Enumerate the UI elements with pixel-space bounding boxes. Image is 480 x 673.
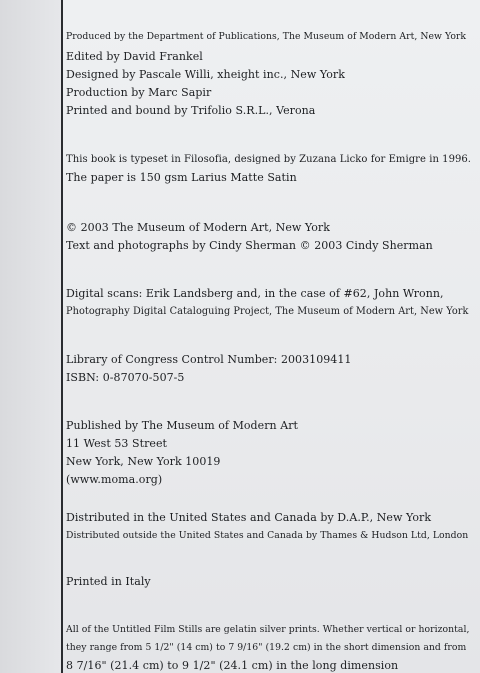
text-line: All of the Untitled Film Stills are gelatin silver prints. Whether vertical or horizontal, — [66, 624, 470, 635]
publisher-block — [66, 417, 476, 489]
text-line: Edited by David Frankel — [66, 50, 203, 63]
page-margin — [0, 0, 61, 673]
credits-block — [66, 48, 476, 120]
copyright-block — [66, 219, 476, 255]
text-line: Photography Digital Cataloguing Project, The Museum of Modern Art, New York — [66, 306, 469, 317]
text-line: Printed and bound by Trifolio S.R.L., Verona — [66, 104, 316, 117]
medium-note-block — [66, 621, 476, 673]
text-line: Published by The Museum of Modern Art — [66, 419, 298, 432]
text-line: Production by Marc Sapir — [66, 86, 212, 99]
text-line: Digital scans: Erik Landsberg and, in the case of #62, John Wronn, — [66, 287, 444, 300]
text-line: Printed in Italy — [66, 575, 151, 588]
text-line: The paper is 150 gsm Larius Matte Satin — [66, 171, 297, 184]
text-line: This book is typeset in Filosofia, designed by Zuzana Licko for Emigre in 1996. — [66, 154, 472, 165]
text-line: Library of Congress Control Number: 2003109411 — [66, 353, 352, 366]
text-line: Designed by Pascale Willi, xheight inc., New York — [66, 68, 345, 81]
text-line: ISBN: 0-87070-507-5 — [66, 371, 185, 384]
text-line: 11 West 53 Street — [66, 437, 167, 450]
typeset-block — [66, 151, 476, 187]
digital-scans-block — [66, 285, 476, 321]
text-line: Distributed outside the United States and Canada by Thames & Hudson Ltd, London — [66, 530, 469, 541]
text-line: © 2003 The Museum of Modern Art, New York — [66, 221, 330, 234]
text-line: Produced by the Department of Publications, The Museum of Modern Art, New York — [66, 31, 467, 42]
binding-rule — [61, 0, 63, 673]
library-block — [66, 351, 476, 387]
text-line: Distributed in the United States and Canada by D.A.P., New York — [66, 511, 432, 524]
text-line: (www.moma.org) — [66, 473, 163, 486]
distribution-block — [66, 509, 476, 545]
printed-block — [66, 573, 476, 591]
text-line: New York, New York 10019 — [66, 455, 221, 468]
text-line: they range from 5 1/2" (14 cm) to 7 9/16" (19.2 cm) in the short dimension and from — [66, 642, 467, 653]
text-line: 8 7/16" (21.4 cm) to 9 1/2" (24.1 cm) in the long dimension — [66, 659, 399, 672]
text-line: Text and photographs by Cindy Sherman © 2003 Cindy Sherman — [66, 239, 433, 252]
producer-block — [66, 28, 476, 46]
